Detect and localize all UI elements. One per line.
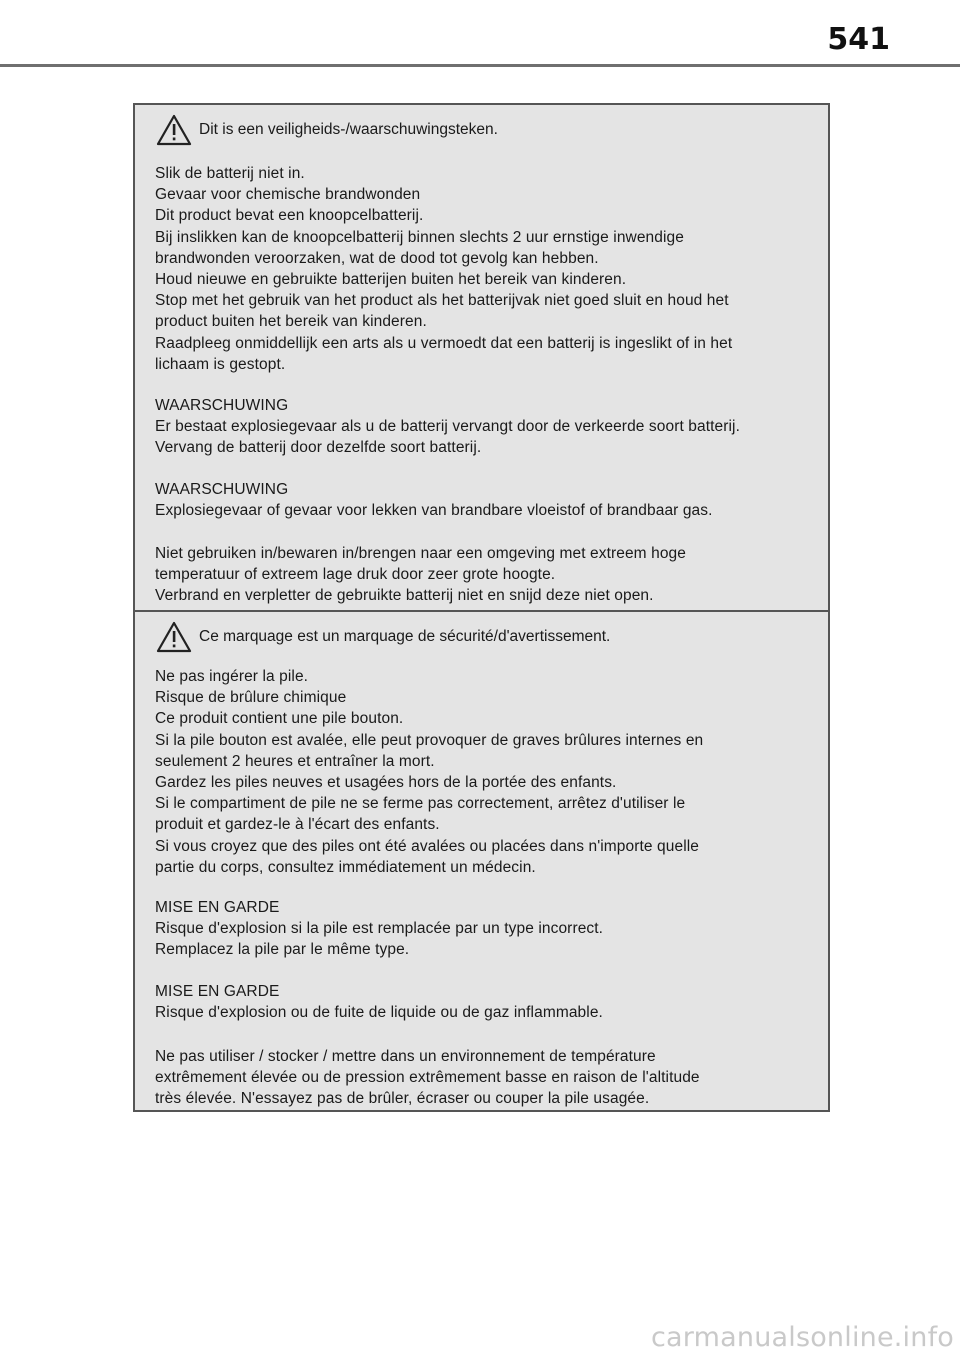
text-line: Raadpleeg onmiddellijk een arts als u vermoedt dat een batterij is ingeslikt of in het (155, 334, 733, 352)
text-line: MISE EN GARDE (155, 983, 280, 1000)
header-rule (0, 64, 960, 67)
text-line: Risque d'explosion ou de fuite de liquide ou de gaz inflammable. (155, 1004, 603, 1022)
dutch-title-row (155, 113, 498, 147)
text-line: temperatuur of extreem lage druk door zeer grote hoogte. (155, 566, 556, 584)
text-line: Risque de brûlure chimique (155, 689, 347, 707)
dutch-block-3 (155, 479, 820, 521)
dutch-block-2 (155, 395, 820, 459)
text-line: Houd nieuwe en gebruikte batterijen buiten het bereik van kinderen. (155, 271, 627, 289)
site-watermark: carmanualsonline.info (651, 1322, 954, 1353)
safety-label-scan (133, 103, 830, 1112)
text-line: Er bestaat explosiegevaar als u de batterij vervangt door de verkeerde soort batterij. (155, 418, 741, 436)
warning-triangle-icon (155, 620, 193, 654)
text-line: produit et gardez-le à l'écart des enfants. (155, 816, 440, 834)
text-line: Explosiegevaar of gevaar voor lekken van brandbare vloeistof of brandbaar gas. (155, 502, 713, 520)
french-warning-section (135, 610, 828, 1112)
text-line: brandwonden veroorzaken, wat de dood tot gevolg kan hebben. (155, 249, 599, 267)
french-block-1 (155, 666, 820, 878)
text-line: Risque d'explosion si la pile est remplacée par un type incorrect. (155, 920, 604, 938)
text-line: Gevaar voor chemische brandwonden (155, 186, 421, 204)
text-line: Si le compartiment de pile ne se ferme pas correctement, arrêtez d'utiliser le (155, 795, 686, 813)
text-line: Stop met het gebruik van het product als het batterijvak niet goed sluit en houd het (155, 292, 729, 310)
text-line: Gardez les piles neuves et usagées hors de la portée des enfants. (155, 774, 617, 792)
text-line: extrêmement élevée ou de pression extrêmement basse en raison de l'altitude (155, 1069, 700, 1087)
text-line: WAARSCHUWING (155, 481, 289, 498)
text-line: Verbrand en verpletter de gebruikte batterij niet en snijd deze niet open. (155, 587, 654, 605)
text-line: Vervang de batterij door dezelfde soort batterij. (155, 439, 482, 457)
warning-triangle-icon (155, 113, 193, 147)
text-line: lichaam is gestopt. (155, 355, 286, 373)
french-title-row (155, 620, 610, 654)
text-line: product buiten het bereik van kinderen. (155, 313, 427, 331)
page-number: 541 (827, 22, 890, 57)
text-line: Si vous croyez que des piles ont été avalées ou placées dans n'importe quelle (155, 837, 700, 855)
text-line: Bij inslikken kan de knoopcelbatterij binnen slechts 2 uur ernstige inwendige (155, 228, 684, 246)
text-line: partie du corps, consultez immédiatement un médecin. (155, 858, 536, 876)
text-line: Dit product bevat een knoopcelbatterij. (155, 207, 424, 225)
french-block-3 (155, 981, 820, 1023)
text-line: Remplacez la pile par le même type. (155, 941, 410, 959)
french-title: Ce marquage est un marquage de sécurité/d'avertissement. (199, 628, 611, 645)
text-line: MISE EN GARDE (155, 899, 280, 916)
text-line: Slik de batterij niet in. (155, 165, 305, 182)
dutch-block-4 (155, 543, 820, 607)
dutch-title: Dit is een veiligheids-/waarschuwingsteken. (199, 121, 498, 138)
text-line: Niet gebruiken in/bewaren in/brengen naar een omgeving met extreem hoge (155, 545, 686, 562)
text-line: Ce produit contient une pile bouton. (155, 710, 404, 728)
french-block-4 (155, 1046, 820, 1110)
text-line: WAARSCHUWING (155, 397, 289, 414)
text-line: Ne pas ingérer la pile. (155, 668, 309, 685)
text-line: Si la pile bouton est avalée, elle peut provoquer de graves brûlures internes en (155, 731, 704, 749)
text-line: Ne pas utiliser / stocker / mettre dans un environnement de température (155, 1048, 656, 1065)
french-block-2 (155, 897, 820, 961)
dutch-block-1 (155, 163, 820, 375)
dutch-warning-section (135, 105, 828, 610)
text-line: très élevée. N'essayez pas de brûler, écraser ou couper la pile usagée. (155, 1090, 650, 1108)
text-line: seulement 2 heures et entraîner la mort. (155, 752, 435, 770)
